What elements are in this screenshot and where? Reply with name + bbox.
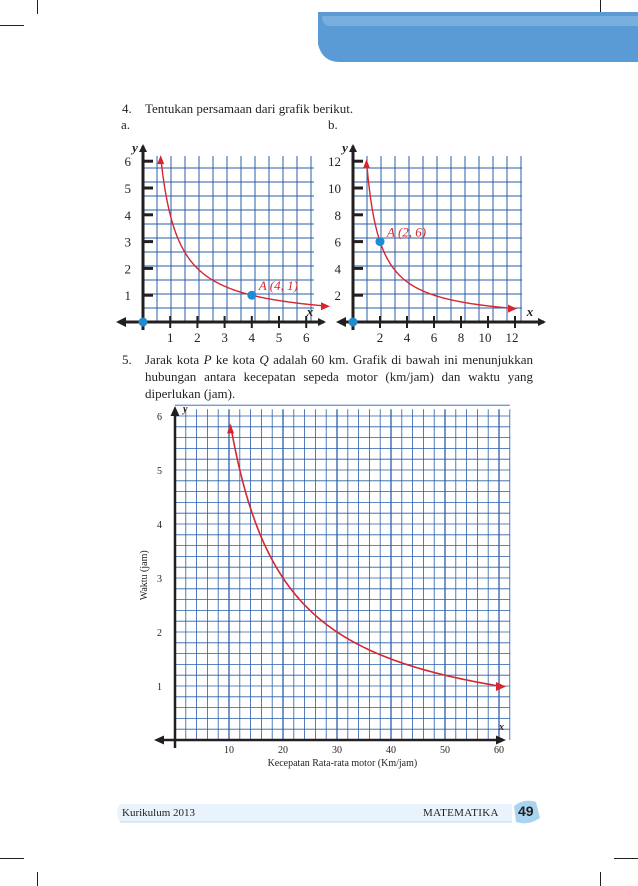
x-tick-label: 30 xyxy=(332,745,342,756)
y-tick-label: 12 xyxy=(328,154,341,170)
y-tick-label: 6 xyxy=(334,234,341,250)
point-a-label: A (4, 1) xyxy=(258,278,298,294)
x-tick-label: 3 xyxy=(221,330,228,345)
x-tick-label: 4 xyxy=(248,330,256,345)
y-tick-label: 4 xyxy=(124,207,131,223)
x-tick-label: 20 xyxy=(278,745,288,756)
y-tick-label: 5 xyxy=(157,466,162,477)
x-tick-label: 12 xyxy=(505,330,519,345)
point-a-label: A (2, 6) xyxy=(387,224,427,240)
x-axis-letter: x xyxy=(526,304,534,319)
footer-left: Kurikulum 2013 xyxy=(122,807,196,819)
crop-mark xyxy=(600,872,601,886)
y-tick-label: 6 xyxy=(157,412,162,423)
curve-arrow-right xyxy=(321,302,330,310)
point-a xyxy=(376,237,385,246)
y-tick-label: 10 xyxy=(328,181,341,196)
question-4-text: Tentukan persamaan dari grafik berikut. xyxy=(145,101,354,116)
y-tick-label: 1 xyxy=(157,682,162,693)
x-tick-label: 6 xyxy=(302,330,310,345)
x-tick-label: 8 xyxy=(457,330,465,345)
crop-mark xyxy=(614,858,638,859)
y-tick-label: 2 xyxy=(157,628,162,639)
x-tick-label: 50 xyxy=(440,745,450,756)
q5-city-q: Q xyxy=(259,352,269,367)
x-axis-left-arrow xyxy=(336,317,346,327)
y-tick-label: 4 xyxy=(157,520,162,531)
x-tick-label: 10 xyxy=(478,330,492,345)
y-axis-letter: y xyxy=(183,404,188,415)
x-tick-label: 4 xyxy=(403,330,411,345)
curve-arrow-top xyxy=(227,423,234,433)
graph-a xyxy=(110,138,335,345)
y-tick-label: 5 xyxy=(124,181,131,196)
curve-arrow-top xyxy=(157,155,164,164)
crop-mark xyxy=(37,872,38,886)
q5-city-p: P xyxy=(203,352,212,367)
q5-text-part: Jarak kota xyxy=(145,352,204,367)
footer-right: MATEMATIKA xyxy=(423,807,499,819)
point-a xyxy=(247,291,256,300)
x-tick-label: 1 xyxy=(166,330,174,345)
question-5-number: 5. xyxy=(122,352,132,367)
curve-arrow-right xyxy=(508,305,517,313)
x-axis-letter: x xyxy=(499,722,504,733)
x-tick-label: 2 xyxy=(376,330,384,345)
y-axis-arrow xyxy=(171,406,180,416)
page-number: 49 xyxy=(518,803,534,819)
curve-arrow-right xyxy=(496,682,506,691)
x-tick-label: 6 xyxy=(430,330,438,345)
curve-arrow-top xyxy=(363,159,370,168)
y-axis-letter: y xyxy=(132,140,138,155)
curve xyxy=(161,157,328,306)
header-banner xyxy=(0,0,638,70)
x-axis-left-arrow xyxy=(116,317,126,327)
y-tick-label: 3 xyxy=(157,574,162,585)
x-tick-label: 40 xyxy=(386,745,396,756)
graph-speed-time xyxy=(128,404,523,774)
y-tick-label: 6 xyxy=(124,154,131,170)
x-axis-arrow-right xyxy=(496,736,506,745)
x-axis-letter: x xyxy=(306,304,314,319)
curve xyxy=(231,425,499,686)
crop-mark xyxy=(0,858,24,859)
part-a-label: a. xyxy=(121,117,131,132)
x-tick-label: 10 xyxy=(224,745,234,756)
y-tick-label: 8 xyxy=(334,207,341,223)
y-axis-title: Waktu (jam) xyxy=(139,550,150,601)
y-tick-label: 2 xyxy=(334,288,341,304)
x-axis-title: Kecepatan Rata-rata motor (Km/jam) xyxy=(267,758,418,769)
y-axis-letter: y xyxy=(342,140,348,155)
question-4-number: 4. xyxy=(122,101,132,116)
q5-text-part: adalah 60 km. Grafik di bawah ini menunjukkan hubungan antara kecepatan sepeda motor (km/jam) dan waktu yang diperlukan (jam). xyxy=(145,352,533,401)
y-tick-label: 2 xyxy=(124,261,131,277)
y-tick-label: 3 xyxy=(124,234,131,250)
part-b-label: b. xyxy=(328,117,338,132)
y-tick-label: 4 xyxy=(334,261,341,277)
x-axis-arrow-left xyxy=(154,736,164,745)
graph-b xyxy=(328,138,555,345)
x-tick-label: 2 xyxy=(194,330,201,345)
question-5-text xyxy=(145,351,533,402)
x-tick-label: 5 xyxy=(275,330,283,345)
y-tick-label: 1 xyxy=(124,288,131,304)
q5-text-part: ke kota xyxy=(211,352,260,367)
x-tick-label: 60 xyxy=(494,745,504,756)
origin-point xyxy=(139,318,148,327)
origin-point xyxy=(349,318,358,327)
